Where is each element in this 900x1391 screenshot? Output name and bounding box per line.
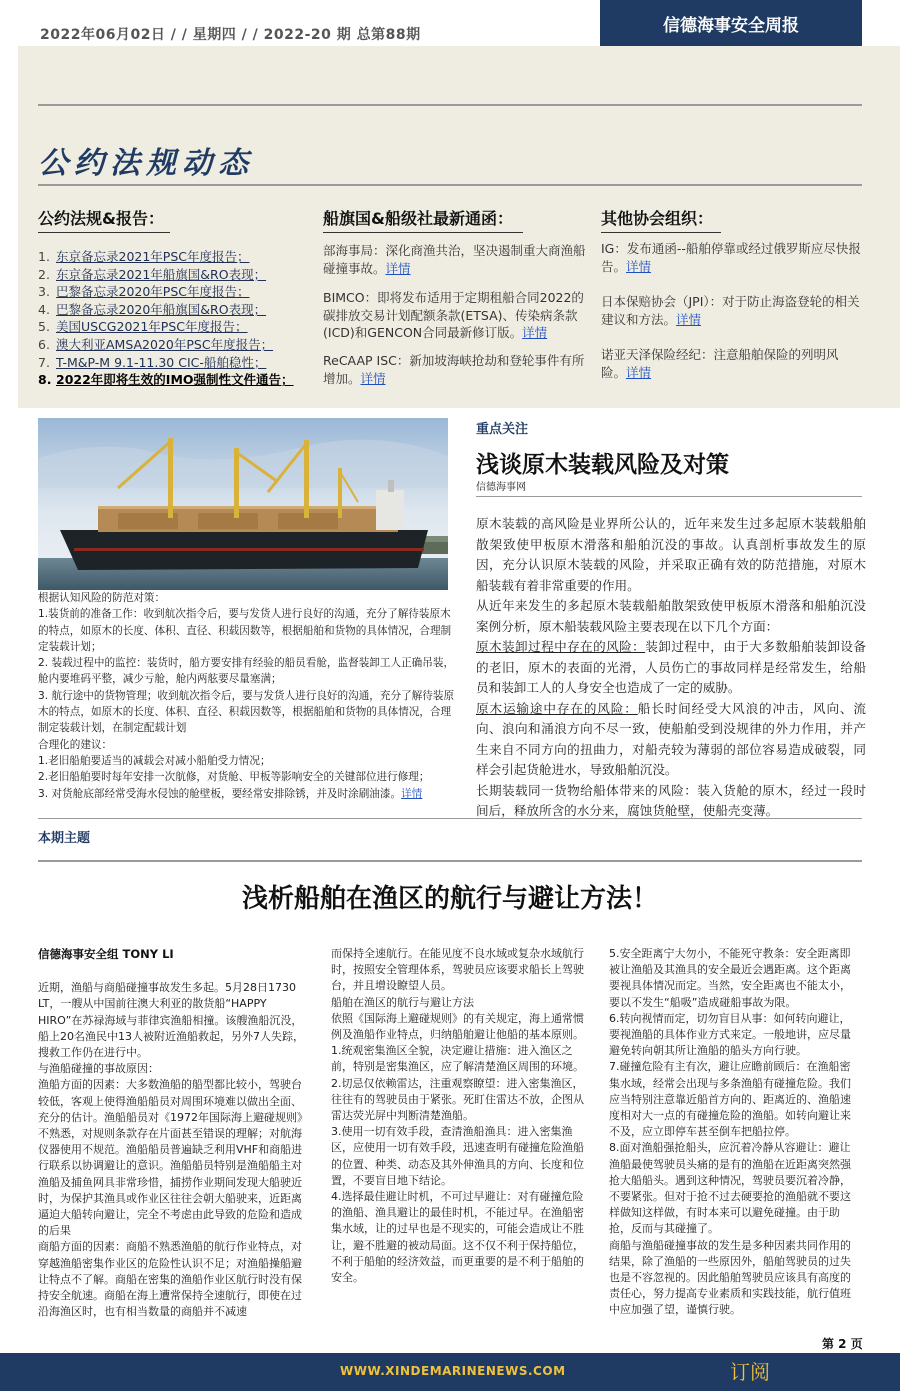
list-item[interactable]: 1. 东京备忘录2021年PSC年度报告；: [38, 249, 250, 264]
details-link[interactable]: 详情: [626, 258, 652, 274]
notice-noah: 诺亚天泽保险经纪：注意船舶保险的列明风险。详情: [601, 347, 839, 380]
focus-article-body: 原木装载的高风险是业界所公认的，近年来发生过多起原木装载船舶散架致使甲板原木滑落和船舶沉没的事故。认真剖析事故发生的原因，充分认识原木装载的风险，并采取正确有效的防范措施，对原木船装载有着非常重要的作用。 从近年来发生的多起原木装载船舶散架致使甲板原木滑落和船舶沉没案例分析，原木船装载风险主要表现在以下几个方面： 原木装卸过程中存在的风险：装卸过程中，由于大多数船舶装卸设备的老旧，原木的表面的光滑，人员伤亡的事故同样是经常发生，给船员和装卸工人的人身安全也造成了一定的威胁。 原木运输途中存在的风险：船长时间经受大风浪的冲击，风向、流向、浪向和涌浪方向不尽一致，使船舶受到没规律的外力作用，并产生来自不同方向的扭曲力，对船壳较为薄弱的部位容易造成破裂，同样会引起货舱进水，导致船舶沉没。 长期装载同一货物给船体带来的风险：装入货舱的原木，经过一段时间后，释放所含的水分来，腐蚀货舱壁，使船壳变薄。: [476, 516, 867, 818]
issue-date-line: 2022年06月02日 / / 星期四 / / 2022-20 期 总第88期: [40, 27, 421, 43]
divider-theme-top: [38, 818, 862, 819]
divider-mid: [38, 184, 862, 186]
theme-tag: 本期主题: [38, 831, 91, 846]
details-link[interactable]: 详情: [360, 370, 386, 386]
col2-heading: 船旗国&船级社最新通函：: [323, 206, 513, 229]
notice-recaap: ReCAAP ISC：新加坡海峡抢劫和登轮事件有所增加。详情: [323, 353, 585, 386]
notice-jpi: 日本保赔协会（JPI）：对于防止海盗登轮的相关建议和方法。详情: [601, 294, 860, 327]
details-link[interactable]: 详情: [385, 260, 411, 276]
list-item[interactable]: 8. 2022年即将生效的IMO强制性文件通告；: [38, 372, 294, 388]
focus-tag: 重点关注: [476, 422, 529, 437]
list-item[interactable]: 2. 东京备忘录2021年船旗国&RO表现；: [38, 266, 267, 282]
theme-column-1: 信德海事安全组 TONY LI 近期，渔船与商船碰撞事故发生多起。5月28日1730 LT，一艘从中国前往澳大利亚的散货船“HAPPY HIRO”在苏禄海域与菲律宾渔船相撞。该艘渔船沉没，船上20名渔民中13人被附近渔船救起，另外7人失踪，搜救工作仍在进行中。 与渔船碰撞的事故原因： 渔船方面的因素：大多数渔船的船型都比较小，驾驶台较低，客观上使得渔船船员对周围环境难以做出全面、充分的估计。渔船船员对《1972年国际海上避碰规则》不熟悉，对规则条款存在片面甚至错误的理解；对航海仪器使用不规范。渔船船员普遍缺乏利用VHF和商船进行联系以协调避让的意识。渔船船员特别是渔船船主对渔船及捕鱼网具非常珍惜，捕捞作业期间发现大船驶近时，为保护其渔具或作业区往往会朝大船驶来，近距离逼迫大船转向避让，完全不考虑由此导致的危险和造成的后果 商船方面的因素：商船不熟悉渔船的航行作业特点，对穿越渔船密集作业区的危险性认识不足；对渔船操船避让特点不了解。商船在密集的渔船作业区航行时没有保持安全航速。商船在海上遭常保持全速航行，即使在过沿海渔区时，也有相当数量的商船并不减速: [38, 947, 308, 1319]
list-item[interactable]: 5. 美国USCG2021年PSC年度报告；: [38, 319, 248, 335]
page-number: 第 2 页: [822, 1337, 863, 1351]
focus-divider: [476, 496, 862, 497]
article-author: 信德海事安全组 TONY LI: [38, 947, 174, 961]
log-carrier-ship-photo: [38, 418, 448, 590]
col1-heading: 公约法规&报告：: [38, 206, 164, 229]
publication-brand: 信德海事安全周报: [600, 0, 862, 46]
notice-bimco: BIMCO：即将发布适用于定期租船合同2022的碳排放交易计划配额条款(ETSA)、传染病条款(ICD)和GENCON合同最新修订版。详情: [323, 290, 584, 340]
details-link[interactable]: 详情: [401, 787, 423, 800]
notice-msa: 部海事局：深化商渔共治，坚决遏制重大商渔船碰撞事故。详情: [323, 243, 586, 276]
theme-article-title: 浅析船舶在渔区的航行与避让方法！: [241, 884, 658, 914]
focus-article-source: 信德海事网: [476, 482, 526, 493]
col3-heading: 其他协会组织：: [601, 206, 713, 229]
theme-column-2: 而保持全速航行。在能见度不良水域或复杂水域航行时，按照安全管理体系，驾驶员应该要求船长上驾驶台，并且增设瞭望人员。 船舶在渔区的航行与避让方法 依照《国际海上避碰规则》的有关规定，海上通常惯例及渔船作业特点，归纳船舶避让他船的基本原则。 1.统观密集渔区全貌，决定避让措施：进入渔区之前，特别是密集渔区，应了解清楚渔区周围的环境。 2.切忌仅依赖雷达，注重观察瞭望：进入密集渔区，往往有的驾驶员由于紧张。死盯住雷达不放，企图从雷达荧光屏中判断清楚渔船。 3.使用一切有效手段，查清渔船渔具：进入密集渔区，应使用一切有效手段，迅速查明有碰撞危险渔船的位置、种类、动态及其外伸渔具的方向、长度和位置，不要盲目地下结论。 4.选择最佳避让时机，不可过早避让：对有碰撞危险的渔船、渔具避让的最佳时机，不能过早。在渔船密集水域，让的过早也是不现实的，可能会造成让不胜让，避不胜避的被动局面。这不仅不利于保持船位，不利于船舶的经济效益，而更重要的是不利于船舶的安全。: [331, 947, 584, 1285]
list-item[interactable]: 7. T-M&P-M 9.1-11.30 CIC-船舶稳性；: [38, 354, 267, 370]
theme-column-3: 5.安全距离宁大勿小，不能死守教条：安全距离即被让渔船及其渔具的安全最近会遇距离。这个距离要视具体情况而定。当然，安全距离也不能太小，要以不发生“船吸”造成碰船事故为限。 6.转向视情而定，切勿盲目从事：如何转向避让，要视渔船的具体作业方式来定。一般地讲，应尽量避免转向朝其所让渔船的船头方向行驶。 7.碰撞危险有主有次，避让应瞻前顾后：在渔船密集水域，经常会出现与多条渔船有碰撞危险。我们应当特别注意靠近船首方向的、距离近的、渔船速度相对大一点的有碰撞危险的渔船。如转向避让来不及，应立即停车甚至倒车把船拉停。 8.面对渔船强抢船头，应沉着冷静从容避让：避让渔船最使驾驶员头痛的是有的渔船在近距离突然强抢大船船头。遇到这种情况，驾驶员要沉着冷静，不要紧张。但对于抢不过去硬要抢的渔船就不要这样做知这样做，有时本来可以避免碰撞。由于助抢，反而与其碰撞了。 商船与渔船碰撞事故的发生是多种因素共同作用的结果，除了渔船的一些原因外，船舶驾驶员的过失也是不容忽视的。因此船舶驾驶员应该具有高度的责任心，努力提高专业素质和实践技能，航行值班中应加强了望，谨慎行驶。: [609, 947, 851, 1317]
list-item[interactable]: 3. 巴黎备忘录2020年PSC年度报告；: [38, 284, 250, 300]
divider-top: [38, 104, 862, 106]
regulation-report-list: [38, 248, 308, 389]
notice-ig: IG：发布通函--船舶停靠或经过俄罗斯应尽快报告。详情: [601, 241, 861, 274]
divider-theme: [38, 860, 862, 862]
list-item[interactable]: 6. 澳大利亚AMSA2020年PSC年度报告；: [38, 336, 274, 352]
details-link[interactable]: 详情: [522, 325, 548, 340]
subscribe-button[interactable]: 订阅: [730, 1360, 770, 1384]
section-title: 公约法规动态: [38, 146, 254, 181]
focus-article-title: 浅谈原木装载风险及对策: [476, 452, 729, 478]
website-link[interactable]: WWW.XINDEMARINENEWS.COM: [340, 1364, 566, 1378]
list-item[interactable]: 4. 巴黎备忘录2020年船旗国&RO表现；: [38, 301, 267, 317]
countermeasures-text: 根据认知风险的防范对策： 1.装货前的准备工作：收到航次指令后，要与发货人进行良好的沟通，充分了解待装原木的特点，如原木的长度、体积、直径、积载因数等，根据船舶和货物的具体情况，合理制定装载计划； 2. 装载过程中的监控：装货时，船方要安排有经验的船员看舱，监督装卸工人正确吊装，舱内要堆码平整，减少亏舱，舱内两舷要尽量塞满； 3. 航行途中的货物管理；收到航次指令后，要与发货人进行良好的沟通，充分了解待装原木的特点，如原木的长度、体积、直径、积载因数等，根据船舶和货物的具体情况，合理制定装载计划，在制定配载计划 合理化的建议： 1.老旧船舶要适当的减载会对减小船舶受力情况； 2.老旧船舶要时每年安排一次航修，对货舱、甲板等影响安全的关键部位进行修理； 3. 对货舱底部经常受海水侵蚀的舱壁板，要经常安排除锈，并及时涂刷油漆。详情: [38, 592, 455, 800]
details-link[interactable]: 详情: [626, 364, 652, 380]
details-link[interactable]: 详情: [676, 311, 702, 327]
